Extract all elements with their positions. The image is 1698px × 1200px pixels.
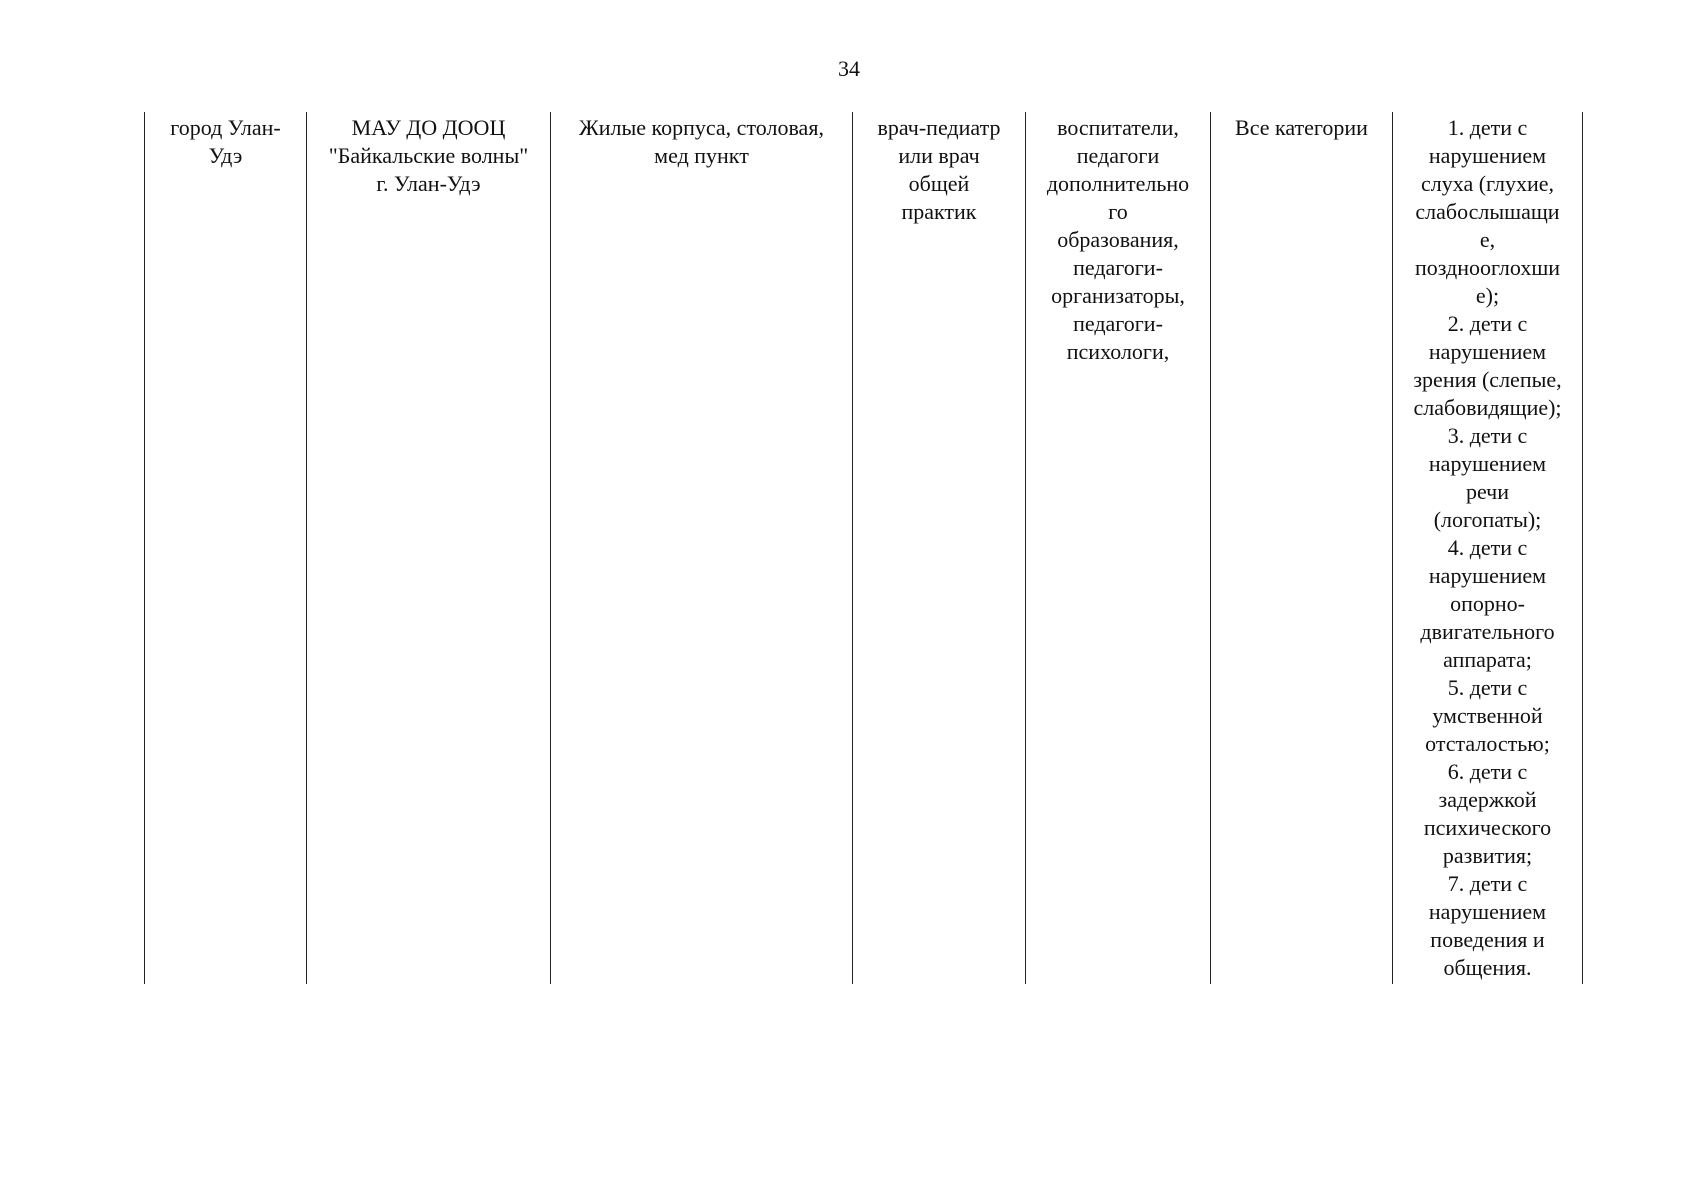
- cell-line: 5. дети с: [1447, 675, 1528, 700]
- cell-line: 2. дети с: [1447, 311, 1528, 336]
- cell-line: нарушением: [1428, 563, 1547, 588]
- cell-line: психического: [1423, 815, 1552, 840]
- cell-line: или врач: [898, 143, 980, 168]
- cell-line: нарушением: [1428, 143, 1547, 168]
- cell-line: мед пункт: [654, 143, 749, 168]
- page-number: 34: [838, 56, 860, 81]
- cell-medical-staff: [853, 112, 1026, 984]
- cell-line: опорно-: [1450, 591, 1525, 616]
- cell-line: МАУ ДО ДООЦ: [351, 115, 506, 140]
- cell-line: Все категории: [1235, 115, 1368, 140]
- cell-line: поведения и: [1430, 927, 1545, 952]
- cell-line: дополнительно: [1046, 171, 1190, 196]
- cell-line: е,: [1479, 227, 1496, 252]
- cell-line: (логопаты);: [1433, 507, 1542, 532]
- cell-line: умственной: [1432, 703, 1543, 728]
- cell-line: слуха (глухие,: [1421, 171, 1554, 196]
- cell-line: нарушением: [1428, 339, 1547, 364]
- cell-line: педагоги-: [1073, 255, 1163, 280]
- cell-line: двигательного: [1420, 619, 1555, 644]
- cell-line: слабовидящие);: [1413, 395, 1562, 420]
- cell-disability-types: [1393, 112, 1583, 984]
- cell-pedagogical-staff: [1026, 112, 1211, 984]
- cell-line: 3. дети с: [1447, 423, 1528, 448]
- cell-line: слабослышащи: [1415, 199, 1560, 224]
- cell-line: "Байкальские волны": [328, 143, 529, 168]
- cell-line: 7. дети с: [1447, 871, 1528, 896]
- cell-line: Удэ: [208, 143, 243, 168]
- cell-line: врач-педиатр: [877, 115, 1001, 140]
- cell-line: 1. дети с: [1447, 115, 1528, 140]
- cell-line: Жилые корпуса, столовая,: [579, 115, 824, 140]
- table-row: [145, 112, 1583, 984]
- cell-line: аппарата;: [1443, 647, 1532, 672]
- cell-line: зрения (слепые,: [1413, 367, 1562, 392]
- cell-line: е);: [1475, 283, 1500, 308]
- cell-city: [145, 112, 307, 984]
- cell-line: нарушением: [1428, 451, 1547, 476]
- cell-line: речи: [1465, 479, 1510, 504]
- cell-line: образования,: [1057, 227, 1179, 252]
- cell-line: практик: [901, 199, 977, 224]
- cell-line: воспитатели,: [1057, 115, 1179, 140]
- cell-line: отсталостью;: [1425, 731, 1550, 756]
- cell-line: позднооглохши: [1414, 255, 1561, 280]
- cell-line: 4. дети с: [1447, 535, 1528, 560]
- cell-organization: [307, 112, 551, 984]
- cell-line: общения.: [1443, 955, 1532, 980]
- cell-line: развития;: [1442, 843, 1533, 868]
- cell-line: педагоги: [1076, 143, 1160, 168]
- cell-line: го: [1108, 199, 1128, 224]
- document-table: [144, 112, 1583, 984]
- cell-line: город Улан-: [170, 115, 281, 140]
- cell-line: задержкой: [1438, 787, 1537, 812]
- cell-line: психологи,: [1066, 339, 1170, 364]
- cell-line: общей: [908, 171, 970, 196]
- cell-line: педагоги-: [1073, 311, 1163, 336]
- cell-line: организаторы,: [1051, 283, 1185, 308]
- cell-line: 6. дети с: [1447, 759, 1528, 784]
- cell-line: нарушением: [1428, 899, 1547, 924]
- cell-categories: [1211, 112, 1393, 984]
- cell-line: г. Улан-Удэ: [376, 171, 481, 196]
- cell-facilities: [551, 112, 853, 984]
